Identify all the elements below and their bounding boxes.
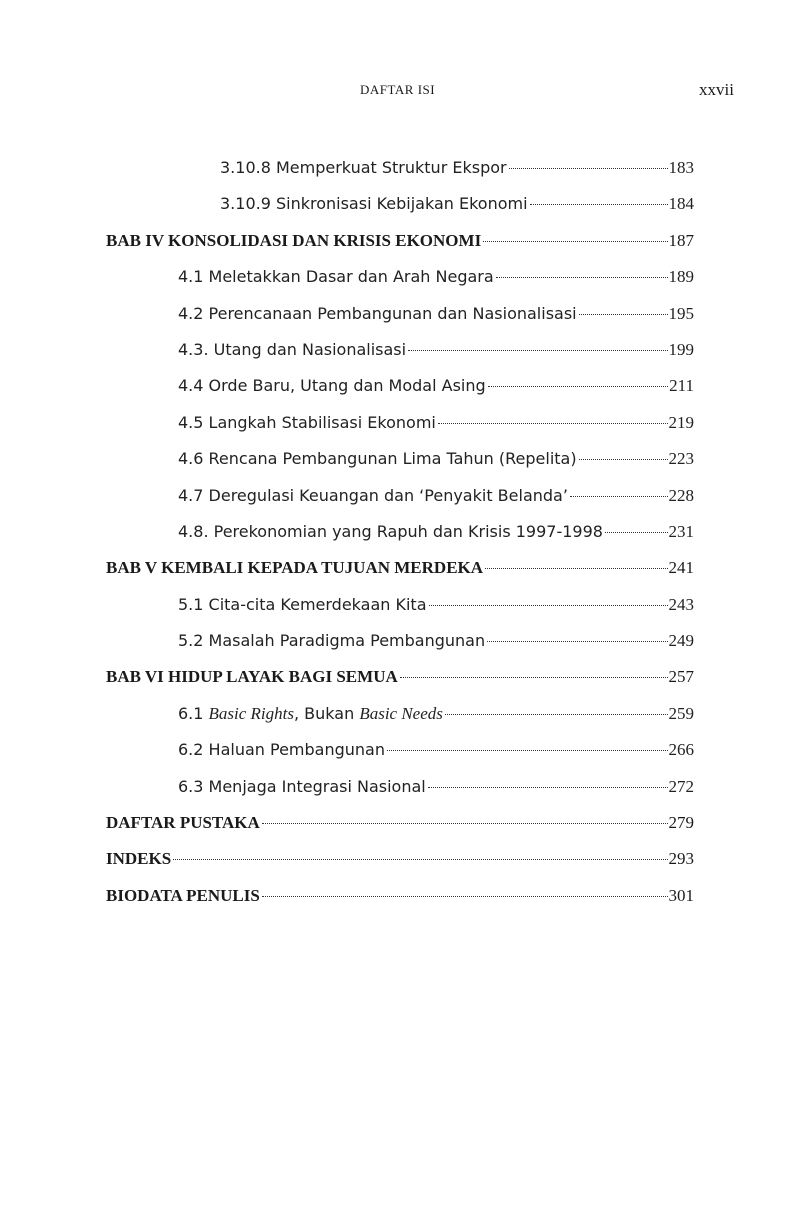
table-of-contents	[106, 158, 694, 922]
toc-section-entry[interactable]	[106, 740, 694, 776]
dot-leader	[429, 605, 668, 606]
toc-section-entry[interactable]	[106, 304, 694, 340]
toc-entry-label: 6.3 Menjaga Integrasi Nasional	[178, 776, 426, 796]
dot-leader	[438, 423, 668, 424]
dot-leader	[483, 241, 667, 242]
toc-entry-page: 243	[668, 594, 694, 614]
dot-leader	[428, 787, 668, 788]
toc-entry-label: 4.4 Orde Baru, Utang dan Modal Asing	[178, 376, 486, 396]
toc-section-entry[interactable]	[106, 340, 694, 376]
toc-entry-page: 211	[669, 376, 694, 396]
toc-entry-label: 4.1 Meletakkan Dasar dan Arah Negara	[178, 267, 494, 287]
toc-entry-label: 4.8. Perekonomian yang Rapuh dan Krisis 1997-1998	[178, 521, 603, 541]
toc-section-entry[interactable]	[106, 631, 694, 667]
dot-leader	[509, 168, 668, 169]
toc-chapter-entry[interactable]	[106, 558, 694, 594]
toc-entry-page: 189	[668, 267, 694, 287]
dot-leader	[605, 532, 668, 533]
toc-entry-label	[178, 704, 443, 724]
toc-chapter-entry[interactable]	[106, 813, 694, 849]
toc-label-italic-part: Basic Needs	[359, 703, 443, 723]
toc-entry-page: 219	[668, 412, 694, 432]
toc-entry-page: 199	[668, 339, 694, 359]
toc-section-entry[interactable]	[106, 376, 694, 412]
toc-entry-page: 231	[668, 521, 694, 541]
toc-entry-label: INDEKS	[106, 849, 172, 869]
running-title: DAFTAR ISI	[360, 82, 436, 97]
toc-section-entry[interactable]	[106, 267, 694, 303]
dot-leader	[496, 277, 668, 278]
toc-entry-label: 4.3. Utang dan Nasionalisasi	[178, 339, 407, 359]
dot-leader	[530, 204, 668, 205]
toc-label-part: , Bukan	[294, 703, 360, 723]
toc-entry-label: BAB VI HIDUP LAYAK BAGI SEMUA	[106, 667, 398, 687]
toc-entry-label: 4.7 Deregulasi Keuangan dan ‘Penyakit Belanda’	[178, 485, 568, 505]
toc-section-entry[interactable]	[106, 486, 694, 522]
toc-entry-page: 272	[668, 776, 694, 796]
toc-chapter-entry[interactable]	[106, 667, 694, 703]
dot-leader	[487, 641, 667, 642]
dot-leader	[387, 750, 668, 751]
page-number: xxvii	[699, 80, 734, 99]
toc-entry-page: 279	[668, 813, 694, 833]
toc-entry-page: 301	[668, 885, 694, 905]
toc-entry-page: 241	[668, 558, 694, 578]
dot-leader	[579, 459, 668, 460]
toc-entry-label: 3.10.8 Memperkuat Struktur Ekspor	[220, 158, 507, 177]
toc-entry-label: 4.2 Perencanaan Pembangunan dan Nasionalisasi	[178, 303, 577, 323]
dot-leader	[408, 350, 667, 351]
dot-leader	[262, 896, 668, 897]
toc-entry-label: BIODATA PENULIS	[106, 885, 260, 905]
toc-entry-label: DAFTAR PUSTAKA	[106, 813, 260, 833]
dot-leader	[262, 823, 668, 824]
toc-entry-page: 259	[668, 703, 694, 723]
toc-entry-label: 5.2 Masalah Paradigma Pembangunan	[178, 631, 486, 651]
toc-entry-label: BAB V KEMBALI KEPADA TUJUAN MERDEKA	[106, 558, 484, 578]
toc-entry-label: 4.5 Langkah Stabilisasi Ekonomi	[178, 412, 436, 432]
dot-leader	[488, 386, 668, 387]
toc-section-entry[interactable]	[106, 777, 694, 813]
toc-label-part: 6.1	[178, 703, 209, 723]
dot-leader	[400, 677, 668, 678]
toc-entry-page: 183	[668, 158, 694, 177]
toc-entry-label: 6.2 Haluan Pembangunan	[178, 740, 385, 760]
toc-label-italic-part: Basic Rights	[208, 703, 294, 723]
dot-leader	[485, 568, 667, 569]
dot-leader	[173, 859, 667, 860]
toc-section-entry[interactable]	[106, 704, 694, 740]
toc-section-entry[interactable]	[106, 595, 694, 631]
toc-section-entry[interactable]	[106, 413, 694, 449]
toc-entry-label: BAB IV KONSOLIDASI DAN KRISIS EKONOMI	[106, 230, 482, 250]
toc-entry-label: 3.10.9 Sinkronisasi Kebijakan Ekonomi	[220, 194, 528, 214]
toc-entry-label: 4.6 Rencana Pembangunan Lima Tahun (Repelita)	[178, 449, 577, 469]
toc-chapter-entry[interactable]	[106, 849, 694, 885]
running-header	[0, 82, 800, 106]
toc-entry-page: 293	[668, 849, 694, 869]
toc-section-entry[interactable]	[106, 158, 694, 194]
toc-section-entry[interactable]	[106, 522, 694, 558]
toc-entry-page: 249	[668, 631, 694, 651]
toc-section-entry[interactable]	[106, 449, 694, 485]
toc-entry-label: 5.1 Cita-cita Kemerdekaan Kita	[178, 594, 427, 614]
dot-leader	[570, 496, 668, 497]
toc-section-entry[interactable]	[106, 194, 694, 230]
toc-entry-page: 187	[668, 230, 694, 250]
toc-entry-page: 228	[668, 485, 694, 505]
toc-entry-page: 223	[668, 449, 694, 469]
dot-leader	[445, 714, 668, 715]
toc-entry-page: 266	[668, 740, 694, 760]
toc-entry-page: 195	[668, 303, 694, 323]
toc-entry-page: 184	[668, 194, 694, 214]
toc-chapter-entry[interactable]	[106, 231, 694, 267]
toc-chapter-entry[interactable]	[106, 886, 694, 922]
dot-leader	[579, 314, 668, 315]
toc-entry-page: 257	[668, 667, 694, 687]
